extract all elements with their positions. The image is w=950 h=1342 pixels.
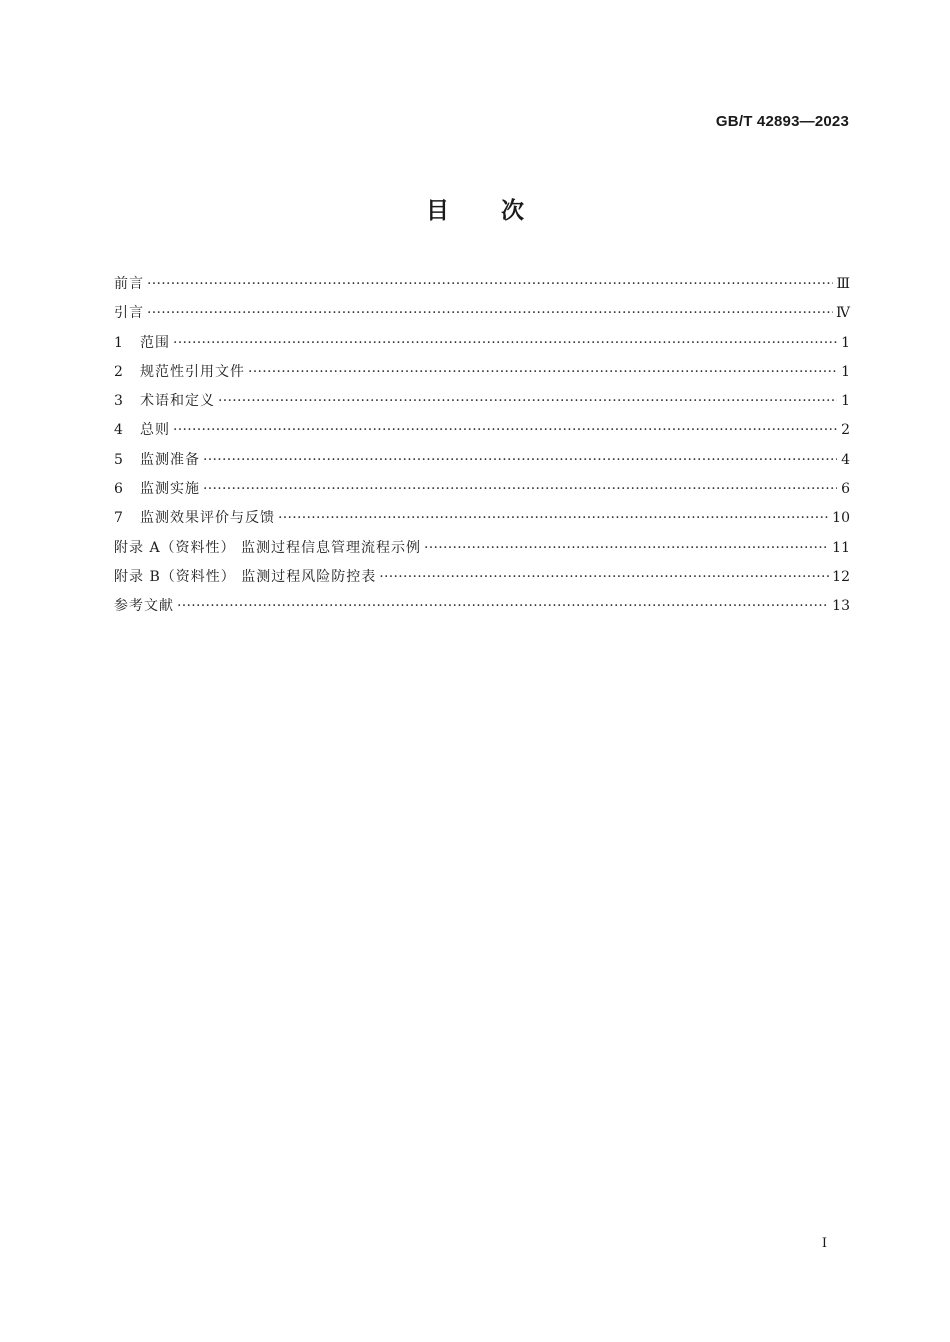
page-number: I (821, 1236, 827, 1251)
toc-entry-page: 6 (841, 481, 850, 498)
toc-entry-label: 监测准备 (140, 451, 200, 468)
toc-entry[interactable] (114, 504, 850, 533)
toc-entry[interactable] (114, 358, 850, 387)
toc-entry-label: 术语和定义 (140, 393, 215, 410)
toc-entry-label: 前言 (114, 276, 144, 292)
toc-entry-page: 1 (841, 334, 850, 351)
toc-dot-leader (147, 299, 833, 328)
toc-entry-label: 监测效果评价与反馈 (140, 510, 275, 527)
toc-entry-page: 2 (841, 422, 850, 439)
table-of-contents (114, 270, 850, 622)
toc-entry-page: Ⅲ (836, 276, 850, 292)
toc-dot-leader (248, 358, 837, 387)
toc-dot-leader (278, 504, 829, 533)
toc-entry[interactable] (114, 592, 850, 621)
toc-entry-label: 引言 (114, 305, 144, 322)
toc-entry-number: 1 (114, 334, 123, 351)
toc-entry[interactable] (114, 329, 850, 358)
toc-entry-label: 附录 B（资料性） 监测过程风险防控表 (114, 568, 377, 585)
toc-dot-leader (203, 475, 837, 504)
toc-entry-number: 4 (114, 422, 123, 439)
toc-entry-number: 7 (114, 510, 123, 527)
toc-entry-page: Ⅳ (836, 305, 850, 322)
toc-dot-leader (173, 329, 837, 358)
toc-entry-page: 1 (841, 393, 850, 410)
toc-dot-leader (424, 534, 829, 563)
toc-dot-leader (173, 416, 837, 445)
toc-dot-leader (177, 592, 829, 621)
toc-entry[interactable] (114, 446, 850, 475)
toc-entry[interactable] (114, 387, 850, 416)
toc-entry-label: 规范性引用文件 (140, 363, 245, 380)
toc-title: 目次 (426, 198, 576, 224)
document-number: GB/T 42893—2023 (715, 113, 849, 130)
toc-entry-number: 3 (114, 393, 123, 410)
toc-dot-leader (203, 446, 837, 475)
toc-entry-label: 总则 (140, 422, 170, 439)
toc-dot-leader (147, 270, 833, 299)
toc-dot-leader (379, 563, 829, 592)
toc-entry[interactable] (114, 270, 850, 299)
toc-entry-label: 附录 A（资料性） 监测过程信息管理流程示例 (114, 539, 422, 556)
toc-entry-label: 监测实施 (140, 481, 200, 498)
toc-entry[interactable] (114, 475, 850, 504)
toc-entry-page: 4 (841, 451, 850, 468)
toc-entry-page: 13 (832, 598, 850, 615)
toc-entry[interactable] (114, 534, 850, 563)
toc-entry-number: 2 (114, 363, 123, 380)
toc-entry-page: 11 (832, 539, 850, 556)
toc-entry[interactable] (114, 563, 850, 592)
toc-entry-number: 5 (114, 451, 123, 468)
toc-entry[interactable] (114, 416, 850, 445)
toc-entry-page: 10 (832, 510, 850, 527)
toc-entry-page: 12 (832, 568, 850, 585)
toc-entry-label: 参考文献 (114, 598, 174, 615)
toc-entry-label: 范围 (140, 334, 170, 351)
toc-dot-leader (218, 387, 837, 416)
toc-entry[interactable] (114, 299, 850, 328)
toc-entry-number: 6 (114, 481, 123, 498)
toc-entry-page: 1 (841, 363, 850, 380)
